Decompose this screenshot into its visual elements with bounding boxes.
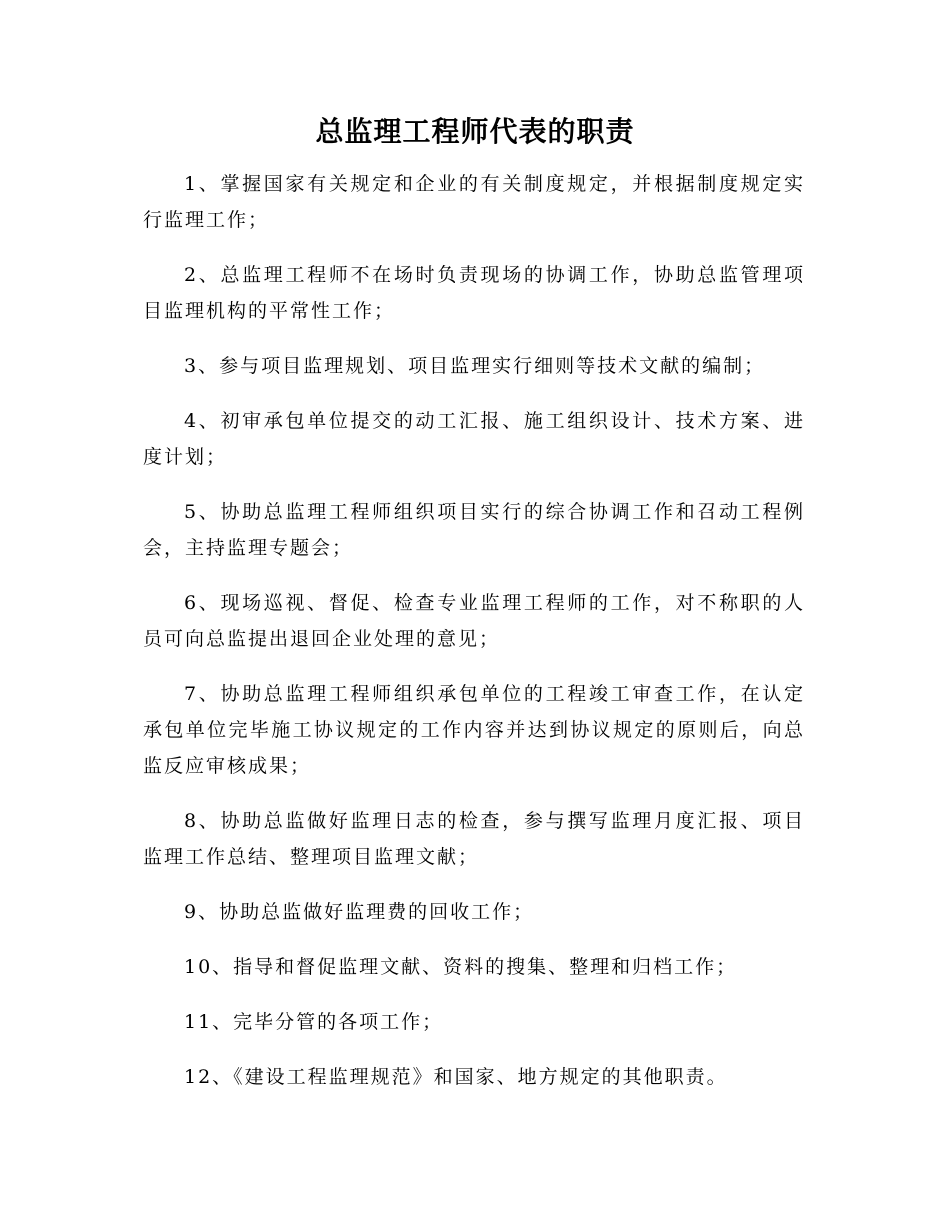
paragraph-12: 12、《建设工程监理规范》和国家、地方规定的其他职责。 — [184, 1066, 728, 1088]
paragraph-8: 8、协助总监做好监理日志的检查，参与撰写监理月度汇报、项目监理工作总结、整理项目监理文献； — [143, 810, 805, 868]
paragraph-6: 6、现场巡视、督促、检查专业监理工程师的工作，对不称职的人员可向总监提出退回企业处理的意见； — [143, 592, 805, 650]
document-title: 总监理工程师代表的职责 — [315, 115, 635, 148]
paragraph-4: 4、初审承包单位提交的动工汇报、施工组织设计、技术方案、进度计划； — [143, 410, 805, 468]
paragraph-11: 11、完毕分管的各项工作； — [184, 1011, 444, 1033]
paragraph-10: 10、指导和督促监理文献、资料的搜集、整理和归档工作； — [184, 956, 738, 978]
document-body — [143, 166, 805, 1114]
paragraph-2: 2、总监理工程师不在场时负责现场的协调工作，协助总监管理项目监理机构的平常性工作； — [143, 264, 805, 322]
paragraph-3: 3、参与项目监理规划、项目监理实行细则等技术文献的编制； — [184, 355, 766, 377]
paragraph-5: 5、协助总监理工程师组织项目实行的综合协调工作和召动工程例会，主持监理专题会； — [143, 501, 805, 559]
paragraph-1: 1、掌握国家有关规定和企业的有关制度规定，并根据制度规定实行监理工作； — [143, 173, 805, 231]
paragraph-7: 7、协助总监理工程师组织承包单位的工程竣工审查工作，在认定承包单位完毕施工协议规定的工作内容并达到协议规定的原则后，向总监反应审核成果； — [143, 683, 805, 777]
paragraph-9: 9、协助总监做好监理费的回收工作； — [184, 901, 535, 923]
